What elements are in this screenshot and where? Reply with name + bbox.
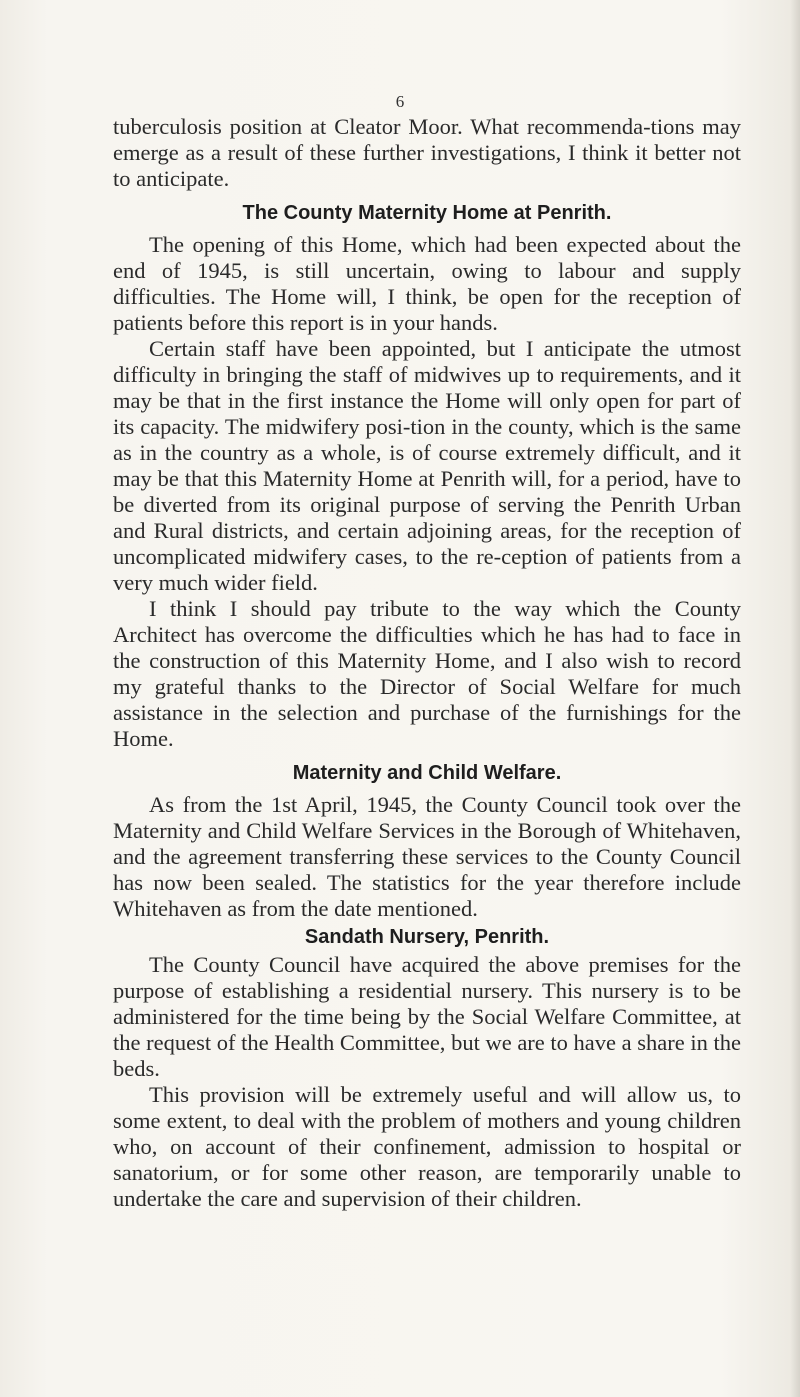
paragraph-nursery-provision: This provision will be extremely useful and will allow us, to some extent, to deal with the problem of mothers and young children who, on account of their confinement, admission to hospital or sanatorium, or for some other reason, are temporarily unable to undertake the care and supervision of their children. bbox=[113, 1082, 741, 1211]
scan-shadow-edge bbox=[790, 0, 800, 1397]
paragraph-staff-midwives: Certain staff have been appointed, but I anticipate the utmost difficulty in bringing the staff of midwives up to requirements, and it may be that in the first instance the Home will only open for part of its capacity. The midwifery posi-tion in the county, which is the same as in the country as a whole, is of course extremely difficult, and it may be that this Maternity Home at Penrith will, for a period, have to be diverted from its original purpose of serving the Penrith Urban and Rural districts, and certain adjoining areas, for the reception of uncomplicated midwifery cases, to the re-ception of patients from a very much wider field. bbox=[113, 336, 741, 595]
paragraph-nursery-premises: The County Council have acquired the above premises for the purpose of establishing a residential nursery. This nursery is to be administered for the time being by the Social Welfare Committee, at the request of the Health Committee, but we are to have a share in the beds. bbox=[113, 952, 741, 1081]
paragraph-tuberculosis-continuation: tuberculosis position at Cleator Moor. What recommenda-tions may emerge as a result of these further investigations, I think it better not to anticipate. bbox=[113, 114, 741, 191]
page-number: 6 bbox=[395, 92, 405, 111]
heading-sandath-nursery: Sandath Nursery, Penrith. bbox=[304, 926, 550, 948]
document-body bbox=[113, 114, 741, 1212]
paragraph-whitehaven-services: As from the 1st April, 1945, the County Council took over the Maternity and Child Welfare Services in the Borough of Whitehaven, and the agreement transferring these services to the County Council has now been sealed. The statistics for the year therefore include Whitehaven as from the date mentioned. bbox=[113, 792, 741, 921]
heading-maternity-child-welfare: Maternity and Child Welfare. bbox=[292, 762, 562, 784]
paragraph-home-opening: The opening of this Home, which had been expected about the end of 1945, is still uncertain, owing to labour and supply difficulties. The Home will, I think, be open for the reception of patients before this report is in your hands. bbox=[113, 232, 741, 335]
paragraph-tribute-architect: I think I should pay tribute to the way which the County Architect has overcome the difficulties which he has had to face in the construction of this Maternity Home, and I also wish to record my grateful thanks to the Director of Social Welfare for much assistance in the selection and purchase of the furnishings for the Home. bbox=[113, 596, 741, 751]
heading-county-maternity-home: The County Maternity Home at Penrith. bbox=[242, 202, 612, 224]
